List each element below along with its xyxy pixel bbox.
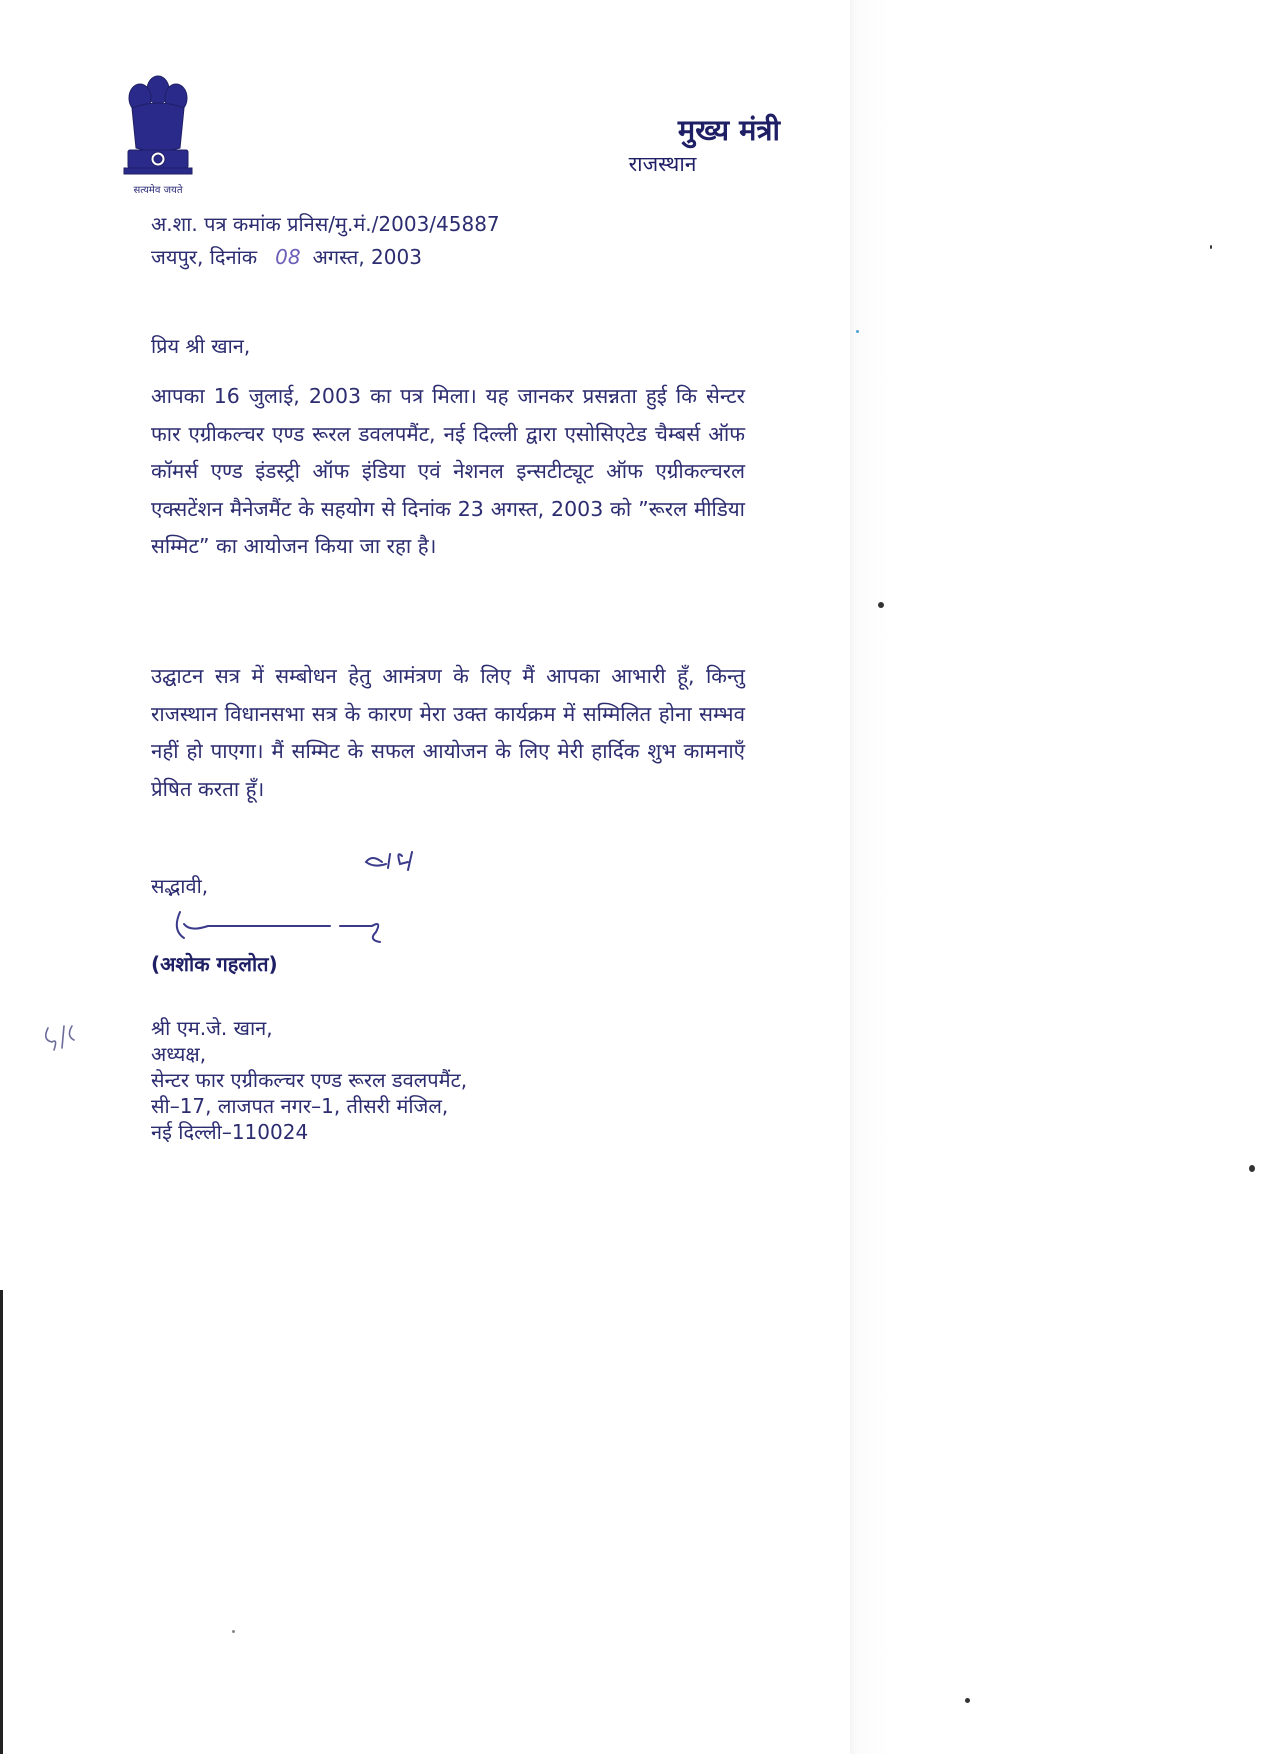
recipient-city: नई दिल्ली–110024 xyxy=(151,1120,309,1144)
scan-speck xyxy=(965,1698,970,1703)
scan-speck xyxy=(1210,245,1212,249)
reference-number: अ.शा. पत्र कमांक प्रनिस/मु.मं./2003/45887 xyxy=(151,212,500,236)
recipient-designation: अध्यक्ष, xyxy=(151,1042,207,1066)
handwritten-signature-icon xyxy=(150,840,450,960)
office-state: राजस्थान xyxy=(628,152,697,176)
national-emblem-icon xyxy=(118,68,198,198)
recipient-organization: सेन्टर फार एग्रीकल्चर एण्ड रूरल डवलपमैंट, xyxy=(151,1068,468,1092)
scan-speck xyxy=(232,1630,235,1633)
signer-name: (अशोक गहलोत) xyxy=(151,952,278,976)
scan-speck xyxy=(1249,1165,1255,1172)
dateline xyxy=(151,243,422,270)
date-month-year: अगस्त, 2003 xyxy=(312,245,422,269)
emblem-motto: सत्यमेव जयते xyxy=(133,185,183,196)
scan-speck xyxy=(856,330,859,333)
office-title: मुख्य मंत्री xyxy=(677,113,780,147)
recipient-address-line: सी–17, लाजपत नगर–1, तीसरी मंजिल, xyxy=(151,1094,449,1118)
body-paragraph-2: उद्घाटन सत्र में सम्बोधन हेतु आमंत्रण के लिए मैं आपका आभारी हूँ, किन्तु राजस्थान विधानसभा सत्र के कारण मेरा उक्त कार्यक्रम में सम्मिलित होना सम्भव नहीं हो पाएगा। मैं सम्मिट के सफल आयोजन के लिए मेरी हार्दिक शुभ कामनाएँ प्रेषित करता हूँ। xyxy=(151,664,745,801)
date-place: जयपुर, दिनांक xyxy=(151,245,258,269)
scan-speck xyxy=(878,602,884,608)
closing: सद्भावी, xyxy=(151,874,209,898)
body-paragraph-1: आपका 16 जुलाई, 2003 का पत्र मिला। यह जानकर प्रसन्नता हुई कि सेन्टर फार एग्रीकल्चर एण्ड रूरल डवलपमैंट, नई दिल्ली द्वारा एसोसिएटेड चैम्बर्स ऑफ कॉमर्स एण्ड इंडस्ट्री ऑफ इंडिया एवं नेशनल इन्सटीट्यूट ऑफ एग्रीकल्चरल एक्सटेंशन मैनेजमैंट के सहयोग से दिनांक 23 अगस्त, 2003 को ”रूरल मीडिया सम्मिट” का आयोजन किया जा रहा है। xyxy=(151,384,745,558)
recipient-address xyxy=(151,1015,467,1145)
recipient-name: श्री एम.जे. खान, xyxy=(151,1016,273,1040)
scan-border-strip xyxy=(0,1290,3,1754)
salutation: प्रिय श्री खान, xyxy=(151,334,251,358)
scan-page-edge xyxy=(850,0,1275,1754)
margin-handwriting-icon xyxy=(38,1020,98,1070)
date-day-handwritten: 08 xyxy=(275,245,301,269)
